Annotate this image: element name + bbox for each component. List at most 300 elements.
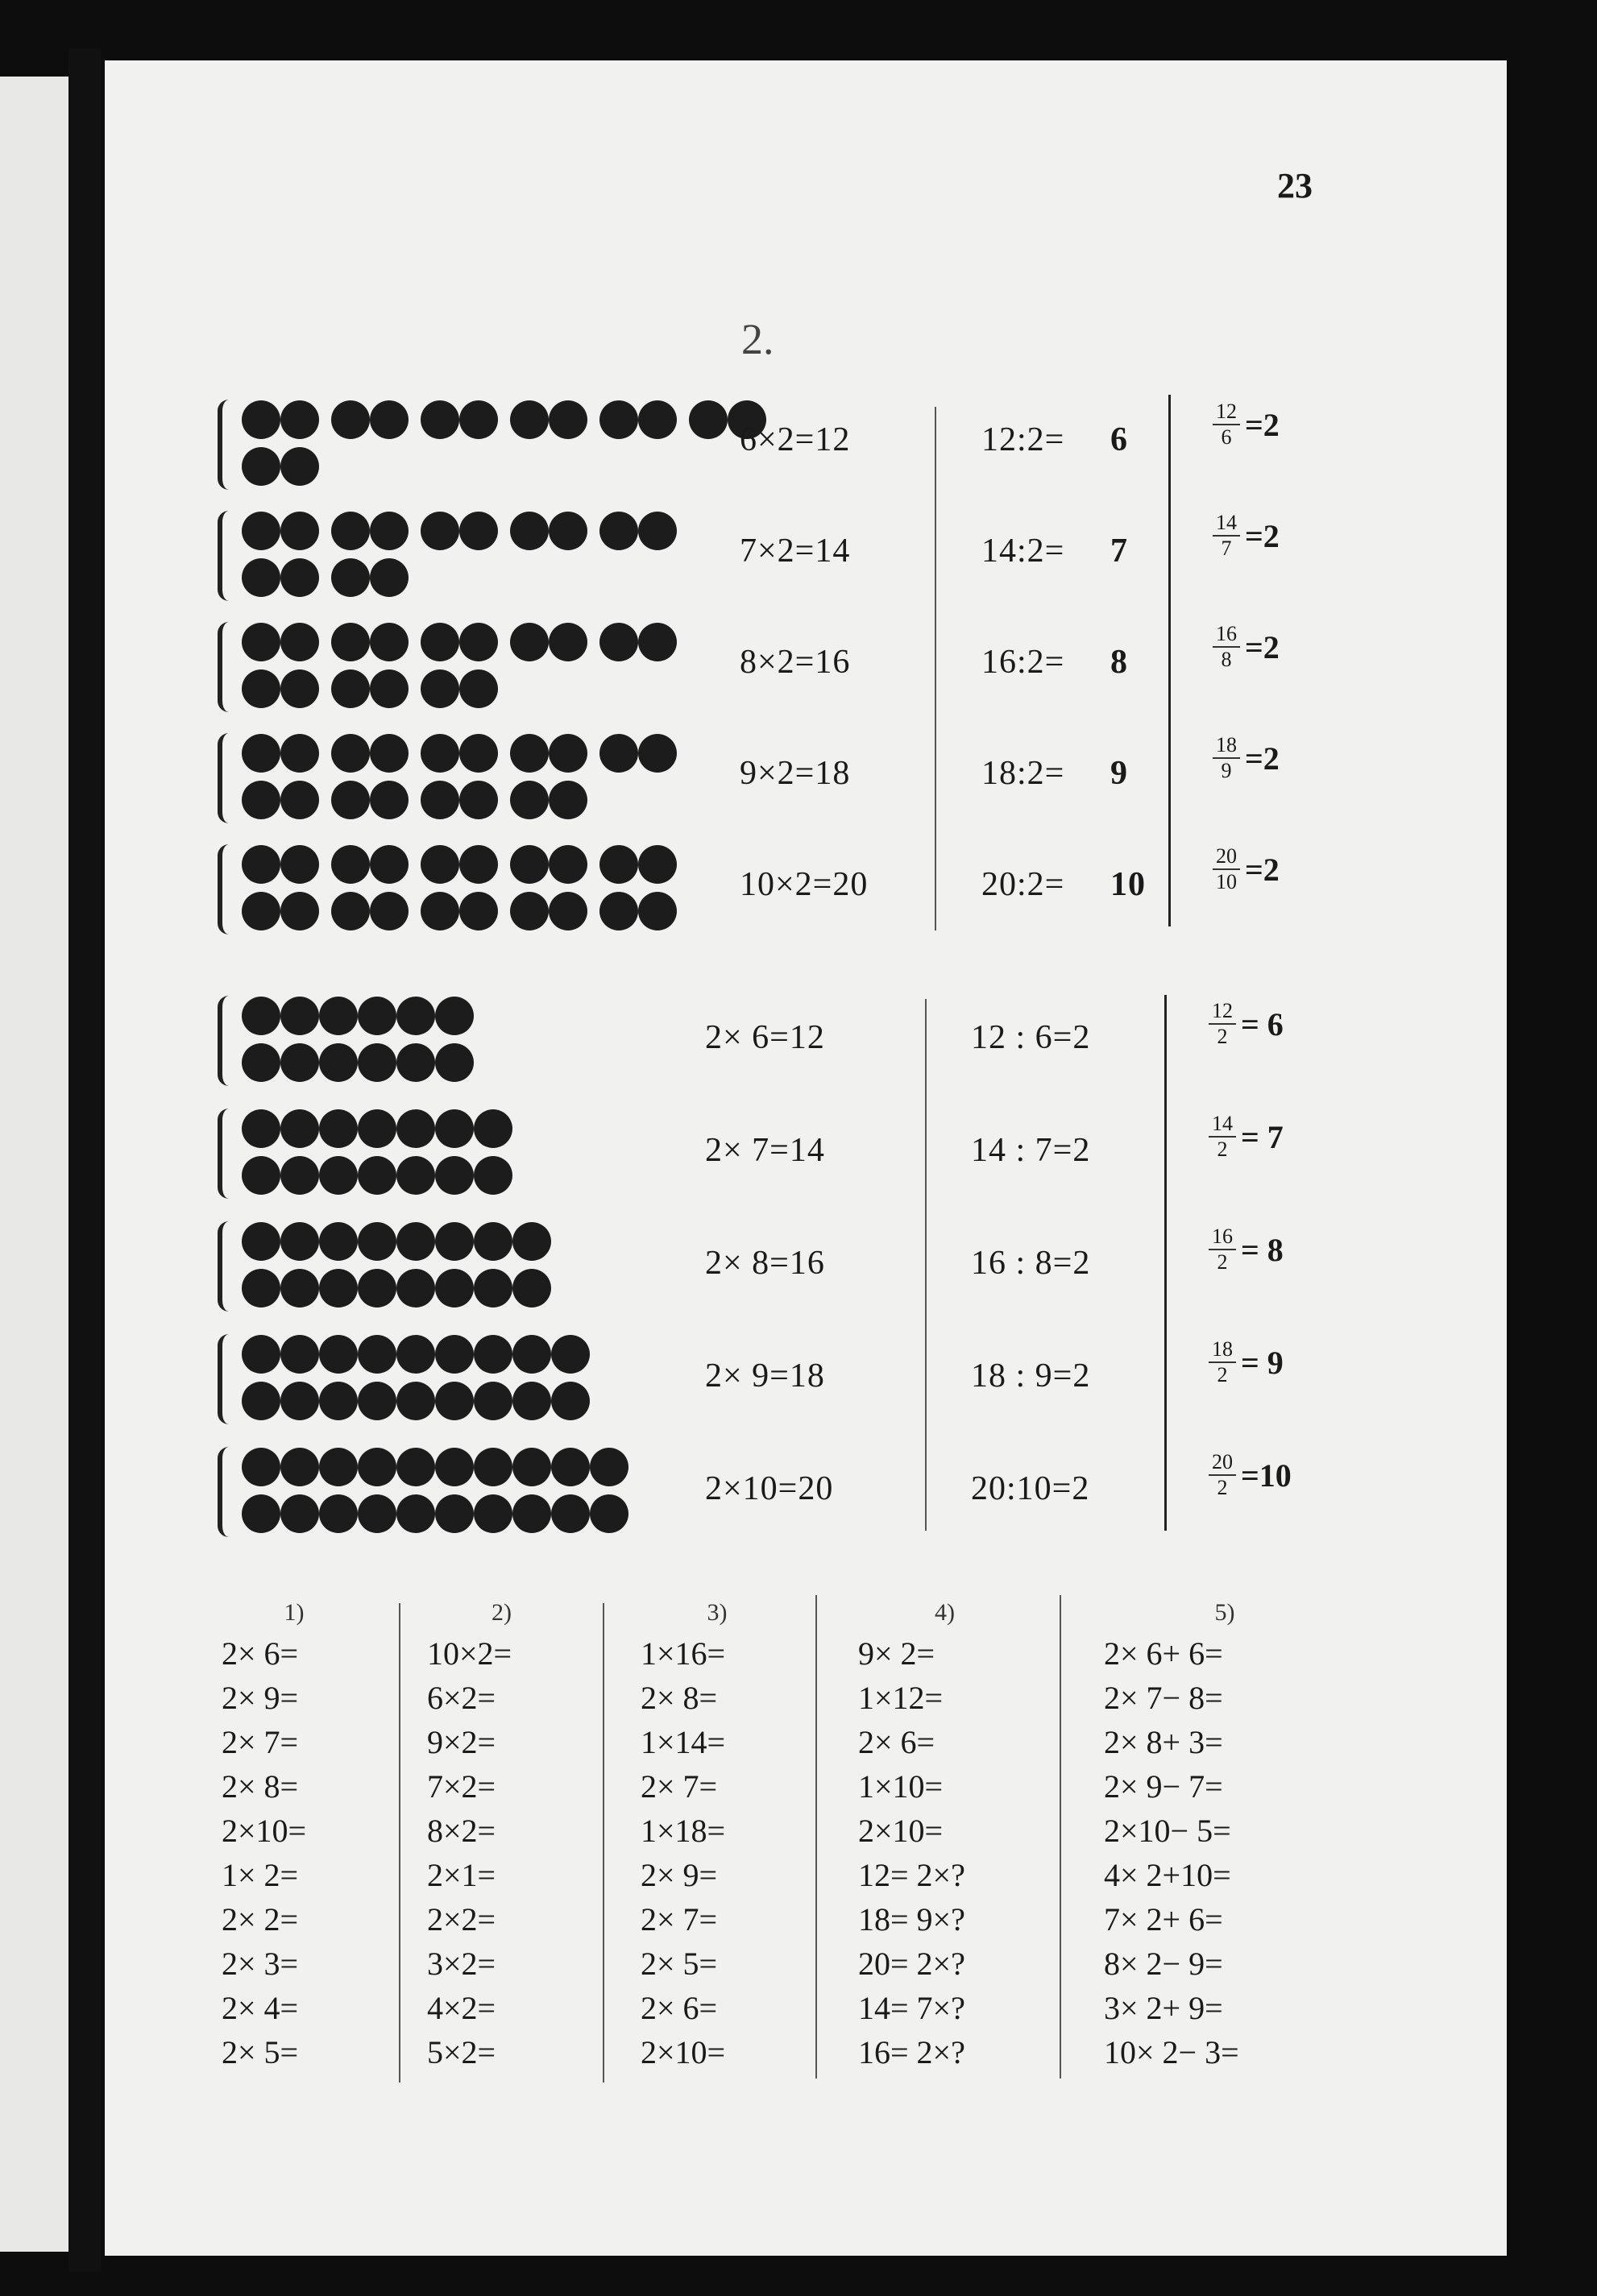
dot — [319, 997, 358, 1035]
dot-pair — [599, 623, 677, 661]
dot — [512, 1222, 551, 1261]
dot — [459, 892, 498, 930]
dot — [242, 1335, 280, 1374]
exercise-label: 1) — [284, 1599, 305, 1626]
dot-group — [242, 1444, 628, 1537]
dot — [638, 892, 677, 930]
exercise-item: 1×14= — [641, 1724, 726, 1760]
dot — [512, 1269, 551, 1308]
dot — [435, 1335, 474, 1374]
fraction-denominator: 2 — [1217, 1025, 1228, 1048]
dot — [280, 1109, 319, 1148]
dot — [319, 1269, 358, 1308]
exercise-item: 12= 2×? — [858, 1857, 965, 1893]
dot-pair — [331, 734, 409, 773]
dot — [599, 512, 638, 550]
exercise-item: 2× 9= — [641, 1857, 718, 1893]
dot-group — [242, 841, 677, 935]
dot-line — [242, 1490, 628, 1537]
dot — [358, 997, 396, 1035]
dot — [459, 400, 498, 439]
dot-pair — [599, 845, 677, 884]
dot — [549, 781, 587, 819]
exercise-item: 2×10= — [222, 1813, 307, 1849]
dot — [459, 512, 498, 550]
fraction-numerator: 12 — [1213, 400, 1240, 425]
multiplication-equation: 9×2=18 — [740, 755, 851, 792]
fraction-result: = 6 — [1241, 1005, 1284, 1042]
multiplication-equation: 6×2=12 — [740, 421, 851, 458]
dot-pair — [421, 892, 498, 930]
dot-pair — [242, 669, 319, 708]
dot — [396, 1448, 435, 1486]
dot — [280, 400, 319, 439]
division-result: 6 — [1110, 421, 1128, 458]
dot-pair — [510, 400, 587, 439]
dot — [549, 623, 587, 661]
dot — [510, 734, 549, 773]
dot — [242, 1382, 280, 1420]
dot — [435, 1222, 474, 1261]
exercise-item: 16= 2×? — [858, 2034, 965, 2070]
exercise-item: 3× 2+ 9= — [1104, 1990, 1223, 2026]
dot — [549, 400, 587, 439]
fraction-stack — [1209, 1112, 1236, 1162]
fraction-denominator: 6 — [1221, 425, 1232, 449]
dot — [638, 734, 677, 773]
dot — [331, 669, 370, 708]
dot — [435, 997, 474, 1035]
exercise-item: 1×18= — [641, 1813, 726, 1849]
dot — [280, 997, 319, 1035]
multiplication-equation: 2× 8=16 — [705, 1245, 825, 1282]
dot — [331, 558, 370, 597]
multiplication-equation: 2× 6=12 — [705, 1019, 825, 1056]
fraction-stack — [1213, 511, 1240, 561]
dot — [459, 669, 498, 708]
exercise-column — [427, 1599, 576, 2074]
division-result: 9 — [1110, 755, 1128, 792]
dot-line — [242, 619, 677, 665]
dot-line — [242, 730, 677, 777]
dot — [242, 1448, 280, 1486]
dot — [474, 1448, 512, 1486]
exercise-item: 1× 2= — [222, 1857, 299, 1893]
dot — [551, 1335, 590, 1374]
exercise-item: 1×16= — [641, 1635, 726, 1672]
divider-line — [1060, 1595, 1061, 2078]
fraction-result: =2 — [1245, 628, 1280, 665]
dot — [242, 845, 280, 884]
exercise-item: 2× 6+ 6= — [1104, 1635, 1223, 1672]
dot — [370, 781, 409, 819]
fraction-stack — [1213, 400, 1240, 450]
dot — [242, 623, 280, 661]
dot — [421, 669, 459, 708]
dot — [396, 1335, 435, 1374]
dot — [331, 892, 370, 930]
dot-pair — [242, 781, 319, 819]
dot-pair — [242, 512, 319, 550]
brace — [218, 1334, 239, 1424]
dot — [319, 1448, 358, 1486]
dot-pair — [599, 400, 677, 439]
dot — [242, 512, 280, 550]
exercise-item: 2× 8= — [641, 1680, 718, 1716]
fraction-numerator: 14 — [1213, 511, 1240, 537]
dot — [512, 1382, 551, 1420]
dot — [549, 512, 587, 550]
dot — [358, 1494, 396, 1533]
fraction-denominator: 7 — [1221, 537, 1232, 560]
page-number: 23 — [1277, 166, 1313, 205]
dot — [280, 558, 319, 597]
exercise-item: 2×10= — [858, 1813, 944, 1849]
fraction-denominator: 9 — [1221, 759, 1232, 782]
dot-group — [242, 396, 766, 490]
dot-pair — [242, 892, 319, 930]
dot-line — [242, 554, 677, 601]
exercise-item: 8×2= — [427, 1813, 496, 1849]
dot-line — [242, 1378, 590, 1424]
dot — [512, 1448, 551, 1486]
exercise-item: 7× 2+ 6= — [1104, 1901, 1223, 1938]
dot-pair — [510, 512, 587, 550]
dot — [280, 447, 319, 486]
dot — [280, 1448, 319, 1486]
exercise-item: 7×2= — [427, 1768, 496, 1805]
dot-line — [242, 665, 677, 712]
dot — [421, 845, 459, 884]
fraction — [1213, 844, 1280, 894]
dot-line — [242, 888, 677, 935]
dot — [280, 1222, 319, 1261]
dot — [396, 1043, 435, 1082]
exercise-item: 2×10= — [641, 2034, 726, 2070]
exercise-item: 10× 2− 3= — [1104, 2034, 1239, 2070]
dot — [242, 892, 280, 930]
brace — [218, 1109, 239, 1199]
dot — [510, 781, 549, 819]
exercise-item: 2× 6= — [858, 1724, 935, 1760]
dot — [242, 447, 280, 486]
exercise-column — [1104, 1599, 1346, 2074]
fraction — [1213, 511, 1280, 561]
dot — [331, 623, 370, 661]
dot — [396, 1109, 435, 1148]
divider-line — [935, 407, 936, 930]
exercise-item: 2×1= — [427, 1857, 496, 1893]
dot — [638, 623, 677, 661]
dot — [358, 1222, 396, 1261]
fraction-stack — [1209, 1450, 1236, 1500]
dot — [396, 1494, 435, 1533]
dot-pair — [242, 734, 319, 773]
exercise-item: 2× 8+ 3= — [1104, 1724, 1223, 1760]
dot-pair — [421, 845, 498, 884]
fraction-denominator: 2 — [1217, 1363, 1228, 1386]
dot-line — [242, 1331, 590, 1378]
dot — [512, 1335, 551, 1374]
dot — [510, 512, 549, 550]
dot — [319, 1156, 358, 1195]
division-equation: 12 : 6=2 — [971, 1019, 1091, 1056]
book-spine — [68, 48, 101, 2272]
division-result: 10 — [1110, 866, 1146, 903]
dot — [280, 1494, 319, 1533]
exercise-item: 2×2= — [427, 1901, 496, 1938]
dot — [551, 1382, 590, 1420]
dot-line — [242, 443, 766, 490]
exercise-item: 2× 9= — [222, 1680, 299, 1716]
exercise-item: 2× 3= — [222, 1946, 299, 1982]
dot — [280, 1156, 319, 1195]
dot — [590, 1494, 628, 1533]
dot-pair — [421, 781, 498, 819]
dot — [280, 892, 319, 930]
dot — [242, 558, 280, 597]
dot-line — [242, 396, 766, 443]
fraction — [1213, 400, 1280, 450]
multiplication-equation: 2× 7=14 — [705, 1132, 825, 1169]
fraction-stack — [1213, 733, 1240, 783]
multiplication-equation: 2× 9=18 — [705, 1357, 825, 1395]
exercise-item: 2× 6= — [641, 1990, 718, 2026]
dot-group — [242, 619, 677, 712]
dot — [435, 1269, 474, 1308]
left-page-edge — [0, 77, 68, 2252]
exercise-item: 2× 7= — [222, 1724, 299, 1760]
exercise-label: 5) — [1214, 1599, 1235, 1626]
dot — [370, 558, 409, 597]
dot — [474, 1494, 512, 1533]
fraction-stack — [1209, 999, 1236, 1049]
fraction-stack — [1213, 622, 1240, 672]
exercise-item: 6×2= — [427, 1680, 496, 1716]
dot-pair — [242, 623, 319, 661]
exercise-label: 2) — [492, 1599, 512, 1626]
dot — [319, 1109, 358, 1148]
dot — [474, 1382, 512, 1420]
exercise-item: 10×2= — [427, 1635, 512, 1672]
fraction-denominator: 8 — [1221, 648, 1232, 671]
dot-line — [242, 1218, 551, 1265]
exercise-column — [858, 1599, 1031, 2074]
dot-pair — [331, 892, 409, 930]
dot — [358, 1269, 396, 1308]
dot — [319, 1222, 358, 1261]
exercise-item: 3×2= — [427, 1946, 496, 1982]
dot — [459, 734, 498, 773]
dot-pair — [510, 892, 587, 930]
dot-pair — [510, 734, 587, 773]
dot-line — [242, 1444, 628, 1490]
dot-pair — [331, 558, 409, 597]
dot — [242, 997, 280, 1035]
dot — [242, 1109, 280, 1148]
dot — [512, 1494, 551, 1533]
dot — [435, 1109, 474, 1148]
dot — [421, 623, 459, 661]
division-result: 7 — [1110, 533, 1128, 570]
dot — [599, 623, 638, 661]
dot-pair — [421, 669, 498, 708]
fraction-numerator: 20 — [1209, 1450, 1236, 1476]
division-equation: 12:2= — [981, 421, 1065, 458]
dot — [510, 400, 549, 439]
dot — [358, 1448, 396, 1486]
fraction-stack — [1209, 1225, 1236, 1274]
dot — [242, 669, 280, 708]
brace — [218, 1447, 239, 1537]
dot — [474, 1335, 512, 1374]
exercise-item: 1×10= — [858, 1768, 944, 1805]
dot — [549, 892, 587, 930]
exercise-item: 1×12= — [858, 1680, 944, 1716]
dot — [331, 400, 370, 439]
division-equation: 18 : 9=2 — [971, 1357, 1091, 1395]
dot-pair — [421, 400, 498, 439]
dot — [599, 845, 638, 884]
exercise-item: 2× 4= — [222, 1990, 299, 2026]
exercise-item: 2×10− 5= — [1104, 1813, 1231, 1849]
division-equation: 18:2= — [981, 755, 1065, 792]
section-number: 2. — [741, 315, 774, 363]
dot — [435, 1156, 474, 1195]
brace — [218, 733, 239, 823]
fraction-denominator: 2 — [1217, 1138, 1228, 1161]
dot — [421, 892, 459, 930]
dot — [331, 734, 370, 773]
dot-pair — [331, 669, 409, 708]
exercise-item: 4×2= — [427, 1990, 496, 2026]
dot-group — [242, 993, 474, 1086]
dot — [242, 1043, 280, 1082]
dot — [280, 845, 319, 884]
fraction-stack — [1209, 1337, 1236, 1387]
fraction-result: =2 — [1245, 851, 1280, 888]
dot — [396, 1222, 435, 1261]
dot — [280, 669, 319, 708]
dot-pair — [510, 781, 587, 819]
divider-line — [815, 1595, 817, 2078]
dot — [396, 1382, 435, 1420]
dot — [280, 623, 319, 661]
dot — [370, 734, 409, 773]
dot — [638, 845, 677, 884]
dot — [319, 1043, 358, 1082]
dot — [242, 1494, 280, 1533]
dot — [358, 1156, 396, 1195]
multiplication-equation: 10×2=20 — [740, 866, 869, 903]
dot — [435, 1448, 474, 1486]
dot — [459, 781, 498, 819]
dot-pair — [242, 400, 319, 439]
dot — [551, 1494, 590, 1533]
fraction-numerator: 12 — [1209, 999, 1236, 1025]
fraction — [1213, 733, 1280, 783]
exercise-item: 2× 7− 8= — [1104, 1680, 1223, 1716]
dot — [599, 892, 638, 930]
dot — [242, 400, 280, 439]
dot — [638, 400, 677, 439]
dot-group — [242, 1218, 551, 1312]
division-equation: 20:2= — [981, 866, 1065, 903]
exercise-label: 4) — [935, 1599, 955, 1626]
dot — [421, 734, 459, 773]
exercise-item: 20= 2×? — [858, 1946, 965, 1982]
dot — [280, 781, 319, 819]
dot-line — [242, 777, 677, 823]
fraction — [1209, 1450, 1292, 1500]
dot-pair — [510, 845, 587, 884]
fraction — [1209, 1112, 1284, 1162]
exercise-item: 2× 8= — [222, 1768, 299, 1805]
dot — [474, 1269, 512, 1308]
dot-pair — [331, 845, 409, 884]
exercise-item: 4× 2+10= — [1104, 1857, 1231, 1893]
dot — [435, 1043, 474, 1082]
fraction-result: = 9 — [1241, 1344, 1284, 1381]
dot — [510, 845, 549, 884]
dot — [370, 400, 409, 439]
division-result: 8 — [1110, 644, 1128, 681]
fraction — [1209, 999, 1284, 1049]
brace — [218, 511, 239, 601]
dot — [549, 845, 587, 884]
fraction-result: =2 — [1245, 517, 1280, 554]
fraction — [1213, 622, 1280, 672]
dot — [331, 781, 370, 819]
fraction-denominator: 2 — [1217, 1476, 1228, 1499]
brace — [218, 622, 239, 712]
dot — [319, 1335, 358, 1374]
dot — [370, 892, 409, 930]
dot — [510, 892, 549, 930]
dot — [280, 1335, 319, 1374]
dot-pair — [421, 512, 498, 550]
dot-pair — [331, 781, 409, 819]
dot — [459, 845, 498, 884]
exercise-item: 2× 5= — [222, 2034, 299, 2070]
dot-line — [242, 993, 474, 1039]
division-equation: 14 : 7=2 — [971, 1132, 1091, 1169]
division-equation: 16 : 8=2 — [971, 1245, 1091, 1282]
dot-group — [242, 730, 677, 823]
dot-pair — [599, 512, 677, 550]
dot-line — [242, 1265, 551, 1312]
dot — [280, 512, 319, 550]
exercise-item: 18= 9×? — [858, 1901, 965, 1938]
dot-line — [242, 841, 677, 888]
multiplication-equation: 7×2=14 — [740, 533, 851, 570]
dot — [599, 734, 638, 773]
dot-pair — [599, 734, 677, 773]
dot — [242, 1156, 280, 1195]
fraction-numerator: 16 — [1213, 622, 1240, 648]
dot — [510, 623, 549, 661]
divider-line — [1168, 395, 1171, 926]
dot — [370, 623, 409, 661]
brace — [218, 844, 239, 935]
dot — [638, 512, 677, 550]
brace — [218, 400, 239, 490]
dot — [474, 1222, 512, 1261]
division-equation: 14:2= — [981, 533, 1065, 570]
dot — [280, 1043, 319, 1082]
fraction-denominator: 10 — [1216, 870, 1237, 893]
dot — [435, 1382, 474, 1420]
